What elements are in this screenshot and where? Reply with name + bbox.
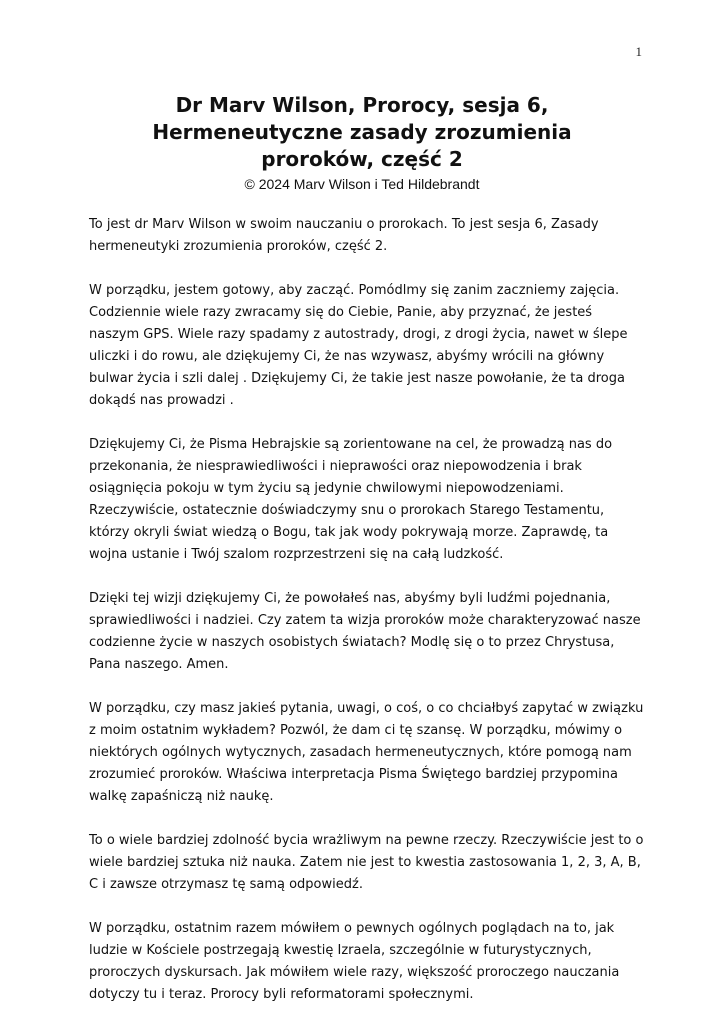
paragraph: W porządku, jestem gotowy, aby zacząć. Pomódlmy się zanim zaczniemy zajęcia. Codziennie wiele razy zwracamy się do Ciebie, Panie, aby przyznać, że jesteś naszym GPS. Wiele razy spadamy z autostrady, drogi, z drogi życia, nawet w ślepe uliczki i do rowu, ale dziękujemy Ci, że nas wzywasz, abyśmy wrócili na główny bulwar życia i szli dalej . Dziękujemy Ci, że takie jest nasze powołanie, że ta droga dokądś nas prowadzi . bbox=[89, 283, 628, 408]
paragraph: Dziękujemy Ci, że Pisma Hebrajskie są zorientowane na cel, że prowadzą nas do przekonania, że niesprawiedliwości i nieprawości oraz niepowodzenia i brak osiągnięcia pokoju w tym życiu są jedynie chwilowymi niepowodzeniami. Rzeczywiście, ostatecznie doświadczymy snu o prorokach Starego Testamentu, którzy okryli świat wiedzą o Bogu, tak jak wody pokrywają morze. Zaprawdę, ta wojna ustanie i Twój szalom rozprzestrzeni się na całą ludzkość. bbox=[89, 437, 613, 562]
document-body bbox=[89, 214, 644, 1028]
paragraph: Dzięki tej wizji dziękujemy Ci, że powołałeś nas, abyśmy byli ludźmi pojednania, sprawiedliwości i nadziei. Czy zatem ta wizja proroków może charakteryzować nasze codzienne życie w naszych osobistych światach? Modlę się o to przez Chrystusa, Pana naszego. Amen. bbox=[89, 591, 641, 672]
paragraph: W porządku, czy masz jakieś pytania, uwagi, o coś, o co chciałbyś zapytać w związku z moim ostatnim wykładem? Pozwól, że dam ci tę szansę. W porządku, mówimy o niektórych ogólnych wytycznych, zasadach hermeneutycznych, które pomogą nam zrozumieć proroków. Właściwa interpretacja Pisma Świętego bardziej przypomina walkę zapaśniczą niż naukę. bbox=[89, 701, 644, 804]
paragraph: To o wiele bardziej zdolność bycia wrażliwym na pewne rzeczy. Rzeczywiście jest to o wiele bardziej sztuka niż nauka. Zatem nie jest to kwestia zastosowania 1, 2, 3, A, B, C i zawsze otrzymasz tę samą odpowiedź. bbox=[89, 833, 644, 892]
title-line-1: Dr Marv Wilson, Prorocy, sesja 6, bbox=[175, 93, 549, 117]
document-title bbox=[60, 92, 664, 193]
copyright-notice: © 2024 Marv Wilson i Ted Hildebrandt bbox=[244, 176, 480, 192]
title-line-2: Hermeneutyczne zasady zrozumienia bbox=[152, 120, 572, 144]
paragraph: To jest dr Marv Wilson w swoim nauczaniu o prorokach. To jest sesja 6, Zasady hermeneutyki zrozumienia proroków, część 2. bbox=[89, 217, 599, 254]
paragraph: W porządku, ostatnim razem mówiłem o pewnych ogólnych poglądach na to, jak ludzie w Kościele postrzegają kwestię Izraela, szczególnie w futurystycznych, proroczych dyskursach. Jak mówiłem wiele razy, większość proroczego nauczania dotyczy tu i teraz. Prorocy byli reformatorami społecznymi. bbox=[89, 921, 620, 1002]
page-number: 1 bbox=[635, 44, 642, 59]
title-line-3: proroków, część 2 bbox=[261, 147, 463, 171]
